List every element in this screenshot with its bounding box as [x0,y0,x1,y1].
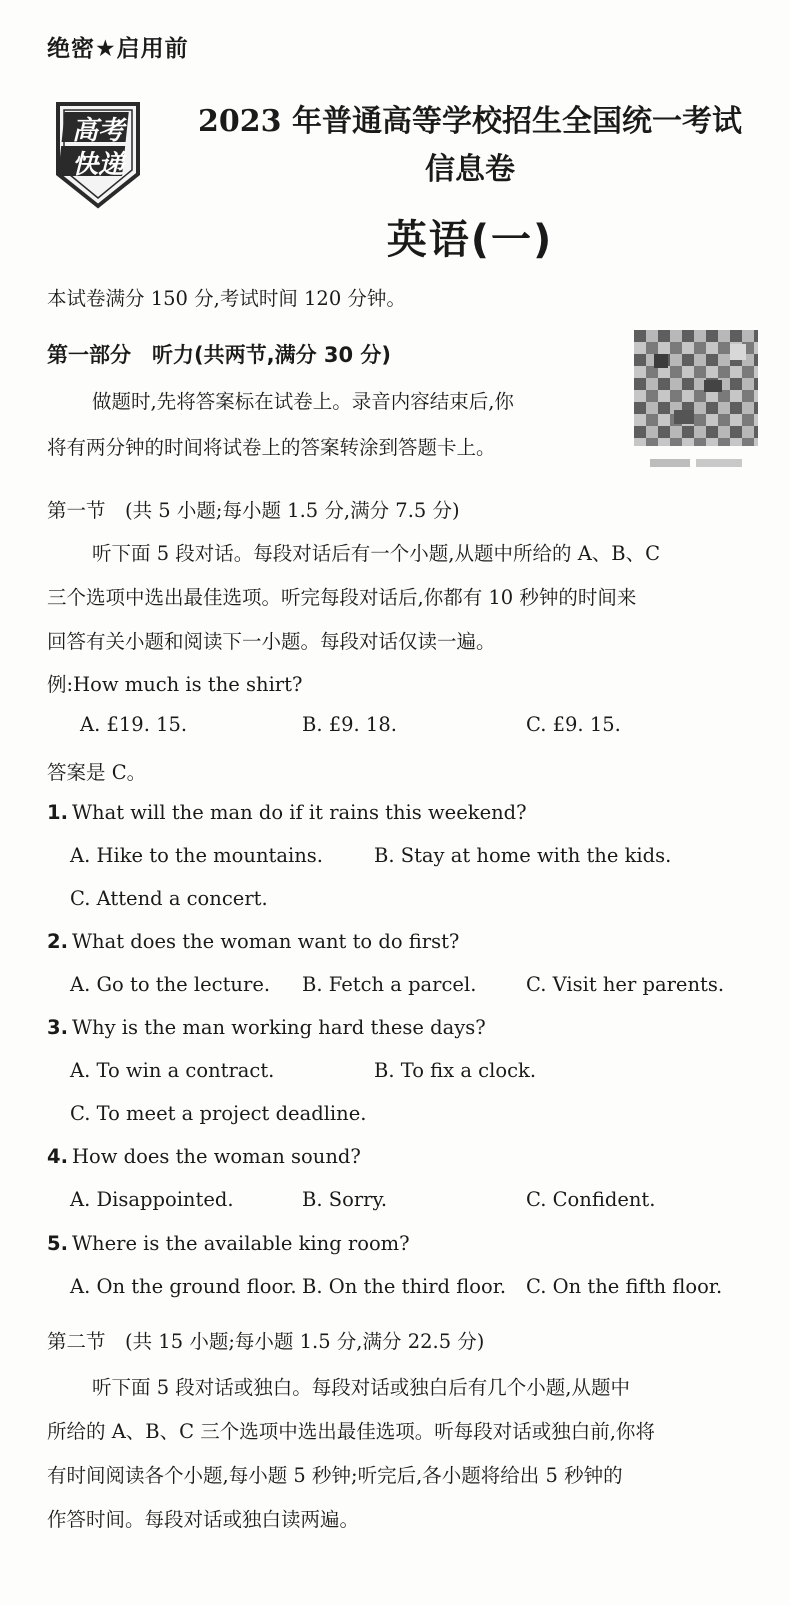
section2-instruction-line: 听下面 5 段对话或独白。每段对话或独白后有几个小题,从题中 [92,1376,631,1399]
option-3a: A. To win a contract. [70,1059,275,1082]
option-1c: C. Attend a concert. [70,887,268,910]
example-answer: 答案是 C。 [47,761,147,784]
section2-heading: 第二节 (共 15 小题;每小题 1.5 分,满分 22.5 分) [47,1330,485,1353]
confidential-label: 绝密★启用前 [47,36,189,62]
section1-instruction-line: 回答有关小题和阅读下一小题。每段对话仅读一遍。 [47,630,496,653]
example-option: A. £19. 15. [80,713,188,736]
section2-instruction-line: 所给的 A、B、C 三个选项中选出最佳选项。听每段对话或独白前,你将 [47,1420,655,1443]
question-3 [47,1016,486,1039]
example-option: C. £9. 15. [526,713,621,736]
section2-instruction-line: 有时间阅读各个小题,每小题 5 秒钟;听完后,各小题将给出 5 秒钟的 [47,1464,623,1487]
option-1a: A. Hike to the mountains. [70,844,323,867]
question-text: Where is the available king room? [71,1232,410,1255]
logo-text-bottom: 快递 [71,150,124,180]
gaokao-express-logo [52,100,144,210]
option-4a: A. Disappointed. [70,1188,234,1211]
question-number: 2. [47,930,68,953]
option-4b: B. Sorry. [302,1188,388,1211]
question-1 [47,801,527,824]
option-5c: C. On the fifth floor. [526,1275,723,1298]
qr-caption-blurred [650,454,742,466]
subject-title: 英语(一) [386,217,554,263]
option-3b: B. To fix a clock. [374,1059,537,1082]
question-text: What does the woman want to do first? [71,930,460,953]
exam-intro: 本试卷满分 150 分,考试时间 120 分钟。 [47,287,406,310]
example-option: B. £9. 18. [302,713,397,736]
part1-heading: 第一部分 听力(共两节,满分 30 分) [47,343,392,367]
section1-instruction-line: 听下面 5 段对话。每段对话后有一个小题,从题中所给的 A、B、C [92,542,661,565]
exam-title: 2023 年普通高等学校招生全国统一考试 [198,104,742,139]
option-4c: C. Confident. [526,1188,656,1211]
example-question: 例:How much is the shirt? [47,673,303,696]
option-3c: C. To meet a project deadline. [70,1102,367,1125]
option-5a: A. On the ground floor. [70,1275,297,1298]
question-2 [47,930,459,953]
qr-code-image [634,330,758,446]
logo-text-top: 高考 [71,116,124,146]
question-text: What will the man do if it rains this weekend? [71,801,527,824]
section1-instruction-line: 三个选项中选出最佳选项。听完每段对话后,你都有 10 秒钟的时间来 [47,586,637,609]
question-5 [47,1232,410,1255]
question-text: Why is the man working hard these days? [71,1016,486,1039]
question-number: 1. [47,801,68,824]
question-number: 4. [47,1145,68,1168]
question-4 [47,1145,361,1168]
question-text: How does the woman sound? [71,1145,361,1168]
section2-instruction-line: 作答时间。每段对话或独白读两遍。 [47,1508,360,1531]
section1-heading: 第一节 (共 5 小题;每小题 1.5 分,满分 7.5 分) [47,499,460,522]
option-2b: B. Fetch a parcel. [302,973,477,996]
part1-instruction-line: 做题时,先将答案标在试卷上。录音内容结束后,你 [92,390,514,413]
question-number: 3. [47,1016,68,1039]
exam-subtitle: 信息卷 [425,152,515,187]
option-1b: B. Stay at home with the kids. [374,844,672,867]
option-2c: C. Visit her parents. [526,973,725,996]
option-2a: A. Go to the lecture. [70,973,271,996]
option-5b: B. On the third floor. [302,1275,507,1298]
question-number: 5. [47,1232,68,1255]
part1-instruction-line: 将有两分钟的时间将试卷上的答案转涂到答题卡上。 [47,436,496,459]
